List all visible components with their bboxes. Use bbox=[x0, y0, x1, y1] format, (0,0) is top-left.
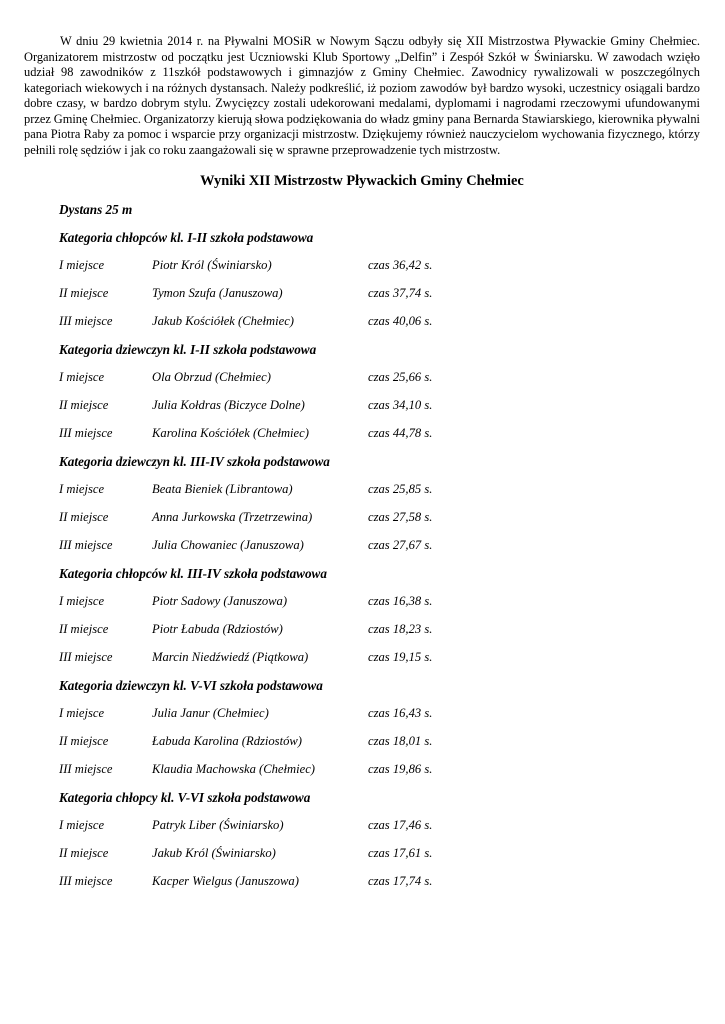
result-row bbox=[59, 481, 700, 509]
result-row bbox=[59, 873, 700, 901]
result-place: I miejsce bbox=[59, 482, 105, 496]
category-block bbox=[59, 789, 700, 901]
result-time: czas 27,67 s. bbox=[368, 538, 433, 552]
result-row bbox=[59, 649, 700, 677]
category-block bbox=[59, 565, 700, 677]
result-place: III miejsce bbox=[59, 874, 113, 888]
results-title: Wyniki XII Mistrzostw Pływackich Gminy Chełmiec bbox=[200, 173, 524, 189]
result-time: czas 36,42 s. bbox=[368, 258, 433, 272]
category-title: Kategoria dziewczyn kl. III-IV szkoła podstawowa bbox=[59, 454, 330, 469]
result-place: I miejsce bbox=[59, 818, 105, 832]
result-row bbox=[59, 705, 700, 733]
category-title: Kategoria chłopców kl. I-II szkoła podstawowa bbox=[59, 230, 314, 245]
result-name: Jakub Król (Świniarsko) bbox=[152, 846, 276, 860]
result-place: II miejsce bbox=[59, 734, 109, 748]
result-place: III miejsce bbox=[59, 762, 113, 776]
result-time: czas 18,01 s. bbox=[368, 734, 433, 748]
result-row bbox=[59, 369, 700, 397]
result-name: Patryk Liber (Świniarsko) bbox=[152, 818, 284, 832]
result-name: Kacper Wielgus (Januszowa) bbox=[152, 874, 299, 888]
category-block bbox=[59, 341, 700, 453]
result-place: I miejsce bbox=[59, 594, 105, 608]
result-time: czas 17,74 s. bbox=[368, 874, 433, 888]
result-name: Piotr Król (Świniarsko) bbox=[152, 258, 272, 272]
result-row bbox=[59, 285, 700, 313]
category-title: Kategoria chłopcy kl. V-VI szkoła podstawowa bbox=[59, 790, 311, 805]
result-row bbox=[59, 425, 700, 453]
result-place: I miejsce bbox=[59, 258, 105, 272]
result-row bbox=[59, 313, 700, 341]
distance-heading: Dystans 25 m bbox=[59, 202, 133, 217]
result-place: II miejsce bbox=[59, 622, 109, 636]
result-name: Anna Jurkowska (Trzetrzewina) bbox=[152, 510, 313, 524]
result-name: Piotr Sadowy (Januszowa) bbox=[152, 594, 288, 608]
result-place: II miejsce bbox=[59, 846, 109, 860]
results-section bbox=[59, 201, 700, 901]
result-time: czas 44,78 s. bbox=[368, 426, 433, 440]
result-name: Ola Obrzud (Chełmiec) bbox=[152, 370, 271, 384]
result-time: czas 19,86 s. bbox=[368, 762, 433, 776]
result-row bbox=[59, 733, 700, 761]
result-place: II miejsce bbox=[59, 510, 109, 524]
result-place: III miejsce bbox=[59, 426, 113, 440]
result-row bbox=[59, 509, 700, 537]
result-time: czas 34,10 s. bbox=[368, 398, 433, 412]
result-name: Karolina Kościółek (Chełmiec) bbox=[152, 426, 309, 440]
result-row bbox=[59, 397, 700, 425]
result-name: Klaudia Machowska (Chełmiec) bbox=[152, 762, 315, 776]
result-name: Łabuda Karolina (Rdziostów) bbox=[152, 734, 302, 748]
result-name: Julia Chowaniec (Januszowa) bbox=[152, 538, 304, 552]
intro-paragraph: W dniu 29 kwietnia 2014 r. na Pływalni MOSiR w Nowym Sączu odbyły się XII Mistrzostwa Pływackie Gminy Chełmiec. Organizatorem mistrzostw od początku jest Uczniowski Klub Sportowy „Delfin” i Zespół Szkół w Świniarsku. W zawodach wzięło udział 98 zawodników z 11szkół podstawowych i gimnazjów z Gminy Chełmiec. Zawodnicy rywalizowali w poszczególnych kategoriach wiekowych i na różnych dystansach. Należy podkreślić, iż poziom zawodów był bardzo wysoki, uczestnicy osiągali bardzo dobre czasy, w bardzo dobrym stylu. Zwycięzcy zostali udekorowani medalami, dyplomami i nagrodami rzeczowymi ufundowanymi przez Gminę Chełmiec. Organizatorzy kierują słowa podziękowania do władz gminy pana Bernarda Stawiarskiego, kierownika pływalni pana Piotra Raby za pomoc i wsparcie przy organizacji mistrzostw. Dziękujemy również nauczycielom wychowania fizycznego, którzy pełnili rolę sędziów i jak co roku zaangażowali się w sprawne przeprowadzenie tych mistrzostw. bbox=[24, 34, 700, 157]
result-time: czas 18,23 s. bbox=[368, 622, 433, 636]
result-time: czas 16,38 s. bbox=[368, 594, 433, 608]
result-time: czas 25,85 s. bbox=[368, 482, 433, 496]
result-row bbox=[59, 817, 700, 845]
category-title: Kategoria chłopców kl. III-IV szkoła podstawowa bbox=[59, 566, 327, 581]
result-place: III miejsce bbox=[59, 650, 113, 664]
result-place: II miejsce bbox=[59, 286, 109, 300]
category-block bbox=[59, 229, 700, 341]
result-time: czas 25,66 s. bbox=[368, 370, 433, 384]
result-place: III miejsce bbox=[59, 538, 113, 552]
category-block bbox=[59, 677, 700, 789]
document-page bbox=[24, 34, 700, 901]
result-time: czas 17,61 s. bbox=[368, 846, 433, 860]
result-row bbox=[59, 761, 700, 789]
category-block bbox=[59, 453, 700, 565]
result-time: czas 40,06 s. bbox=[368, 314, 433, 328]
result-name: Beata Bieniek (Librantowa) bbox=[152, 482, 293, 496]
result-time: czas 16,43 s. bbox=[368, 706, 433, 720]
result-place: II miejsce bbox=[59, 398, 109, 412]
result-row bbox=[59, 593, 700, 621]
result-row bbox=[59, 257, 700, 285]
category-title: Kategoria dziewczyn kl. I-II szkoła podstawowa bbox=[59, 342, 317, 357]
result-name: Julia Janur (Chełmiec) bbox=[152, 706, 269, 720]
result-time: czas 17,46 s. bbox=[368, 818, 433, 832]
result-name: Julia Kołdras (Biczyce Dolne) bbox=[152, 398, 305, 412]
category-title: Kategoria dziewczyn kl. V-VI szkoła podstawowa bbox=[59, 678, 323, 693]
result-place: III miejsce bbox=[59, 314, 113, 328]
result-time: czas 27,58 s. bbox=[368, 510, 433, 524]
result-time: czas 19,15 s. bbox=[368, 650, 433, 664]
result-row bbox=[59, 845, 700, 873]
result-row bbox=[59, 537, 700, 565]
result-name: Jakub Kościółek (Chełmiec) bbox=[152, 314, 294, 328]
result-time: czas 37,74 s. bbox=[368, 286, 433, 300]
result-row bbox=[59, 621, 700, 649]
result-name: Marcin Niedźwiedź (Piątkowa) bbox=[152, 650, 309, 664]
result-name: Tymon Szufa (Januszowa) bbox=[152, 286, 283, 300]
result-place: I miejsce bbox=[59, 370, 105, 384]
result-name: Piotr Łabuda (Rdziostów) bbox=[152, 622, 283, 636]
result-place: I miejsce bbox=[59, 706, 105, 720]
